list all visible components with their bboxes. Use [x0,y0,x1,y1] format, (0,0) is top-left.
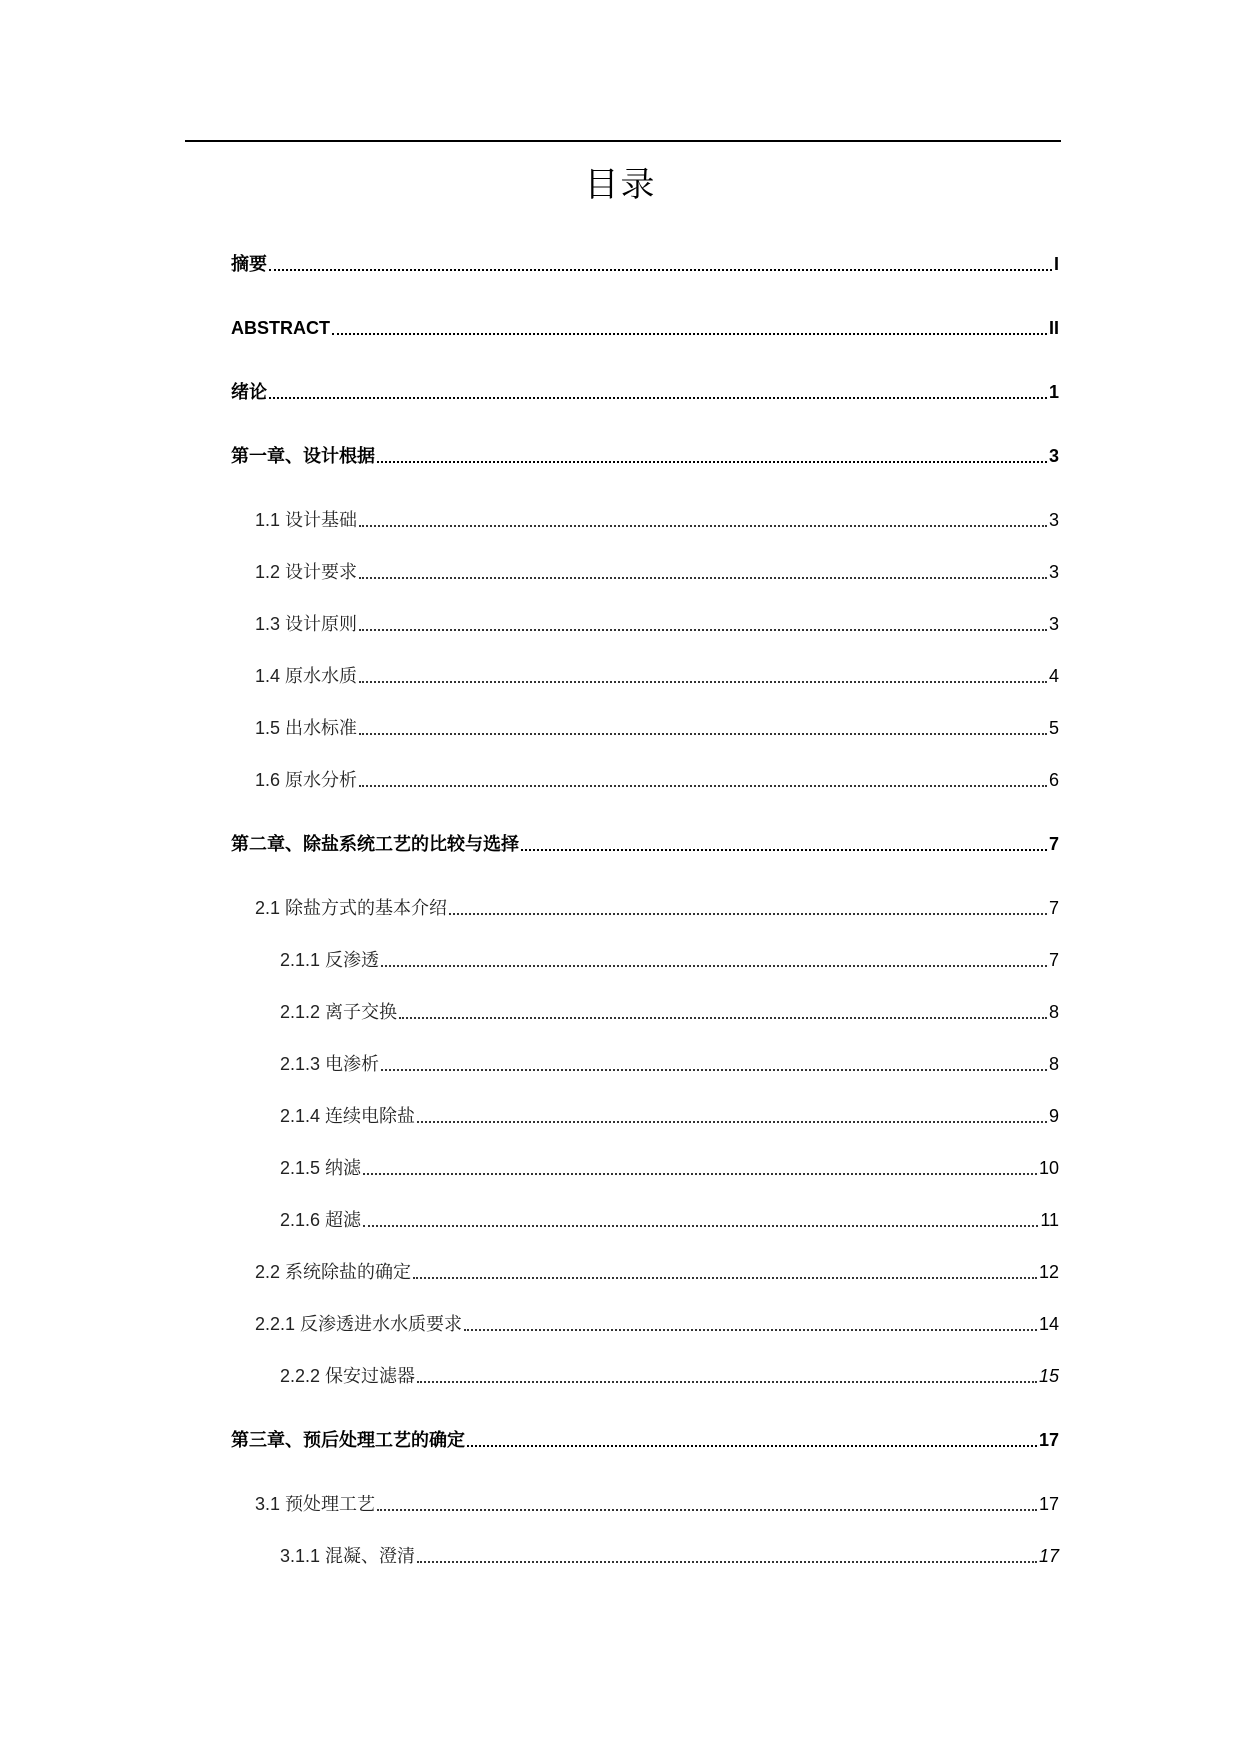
toc-leader-dots [359,525,1047,527]
toc-entry-label: 1.3 设计原则 [255,614,358,634]
toc-page-number: 1 [1048,382,1059,402]
toc-page-number: 10 [1038,1158,1059,1178]
toc-leader-dots [359,629,1047,631]
toc-entry[interactable] [0,1539,1241,1569]
toc-entry-label: 2.1 除盐方式的基本介绍 [255,898,448,918]
toc-page-number: 7 [1048,834,1059,854]
toc-entry[interactable] [0,1151,1241,1181]
toc-leader-dots [417,1561,1037,1563]
toc-entry-label: 1.1 设计基础 [255,510,358,530]
toc-page-number: 12 [1038,1262,1059,1282]
toc-entry-label: 1.4 原水水质 [255,666,358,686]
toc-page-number: 4 [1048,666,1059,686]
toc-entry[interactable] [0,827,1241,857]
toc-entry-label: 3.1.1 混凝、澄清 [280,1546,416,1566]
toc-leader-dots [269,269,1052,271]
toc-page-number: 7 [1048,950,1059,970]
toc-page-number: 8 [1048,1054,1059,1074]
toc-entry[interactable] [0,1203,1241,1233]
toc-entry-label: 2.2.1 反渗透进水水质要求 [255,1314,463,1334]
toc-entry-label: 1.2 设计要求 [255,562,358,582]
toc-page-number: 15 [1038,1366,1059,1386]
toc-page-number: 6 [1048,770,1059,790]
toc-leader-dots [521,849,1047,851]
toc-entry-label: 2.2.2 保安过滤器 [280,1366,416,1386]
toc-page-number: 11 [1040,1210,1059,1230]
toc-page-number: 9 [1048,1106,1059,1126]
toc-entry[interactable] [0,891,1241,921]
toc-entry[interactable] [0,439,1241,469]
toc-leader-dots [417,1381,1037,1383]
toc-page-number: 3 [1048,562,1059,582]
toc-entry-label: 2.1.3 电渗析 [280,1054,380,1074]
toc-entry-label: 1.6 原水分析 [255,770,358,790]
toc-entry-label: 第二章、除盐系统工艺的比较与选择 [231,834,519,854]
toc-leader-dots [417,1121,1047,1123]
toc-page-number: 17 [1038,1494,1059,1514]
toc-entry-label: 第三章、预后处理工艺的确定 [231,1430,465,1450]
toc-entry[interactable] [0,1487,1241,1517]
toc-page-number: II [1048,318,1059,338]
toc-entry-label: ABSTRACT [231,318,330,338]
toc-entry[interactable] [0,659,1241,689]
toc-page-number: 5 [1048,718,1059,738]
toc-page-number: 17 [1038,1430,1059,1450]
toc-entry[interactable] [0,1255,1241,1285]
toc-page-number: 3 [1048,614,1059,634]
toc-entry[interactable] [0,607,1241,637]
toc-page-number: 17 [1038,1546,1059,1566]
toc-leader-dots [269,397,1047,399]
toc-entry-label: 2.1.4 连续电除盐 [280,1106,416,1126]
toc-entry[interactable] [0,1423,1241,1453]
toc-entry-label: 2.1.5 纳滤 [280,1158,362,1178]
toc-entry-label: 2.1.6 超滤 [280,1210,362,1230]
toc-entry[interactable] [0,1307,1241,1337]
toc-entry-label: 摘要 [231,254,267,274]
toc-leader-dots [377,461,1047,463]
toc-leader-dots [359,733,1047,735]
toc-entry-label: 1.5 出水标准 [255,718,358,738]
toc-entry[interactable] [0,1099,1241,1129]
toc-entry[interactable] [0,555,1241,585]
toc-entry-label: 2.2 系统除盐的确定 [255,1262,412,1282]
toc-leader-dots [363,1225,1038,1227]
toc-entry-label: 第一章、设计根据 [231,446,375,466]
header-rule [185,140,1061,142]
toc-leader-dots [363,1173,1037,1175]
toc-entry[interactable] [0,311,1241,341]
toc-leader-dots [381,1069,1047,1071]
toc-leader-dots [413,1277,1037,1279]
toc-entry[interactable] [0,1359,1241,1389]
toc-leader-dots [332,333,1047,335]
toc-page-number: 14 [1038,1314,1059,1334]
toc-leader-dots [399,1017,1047,1019]
toc-entry[interactable] [0,995,1241,1025]
toc-entry[interactable] [0,375,1241,405]
toc-leader-dots [449,913,1047,915]
toc-leader-dots [359,785,1047,787]
toc-leader-dots [359,577,1047,579]
toc-page-number: 7 [1048,898,1059,918]
toc-entry[interactable] [0,247,1241,277]
page-title: 目录 [584,166,657,204]
toc-leader-dots [467,1445,1037,1447]
toc-entry[interactable] [0,503,1241,533]
toc-page-number: 8 [1048,1002,1059,1022]
toc-entry[interactable] [0,711,1241,741]
toc-page-number: 3 [1048,510,1059,530]
toc-entry[interactable] [0,943,1241,973]
toc-entry[interactable] [0,763,1241,793]
toc-entry-label: 2.1.2 离子交换 [280,1002,398,1022]
toc-entry-label: 3.1 预处理工艺 [255,1494,376,1514]
toc-leader-dots [464,1329,1037,1331]
toc-entry[interactable] [0,1047,1241,1077]
toc-leader-dots [377,1509,1037,1511]
toc-page-number: 3 [1048,446,1059,466]
toc-entry-label: 绪论 [231,382,267,402]
toc-page-number: I [1053,254,1059,274]
toc-entry-label: 2.1.1 反渗透 [280,950,380,970]
toc-leader-dots [381,965,1047,967]
toc-leader-dots [359,681,1047,683]
